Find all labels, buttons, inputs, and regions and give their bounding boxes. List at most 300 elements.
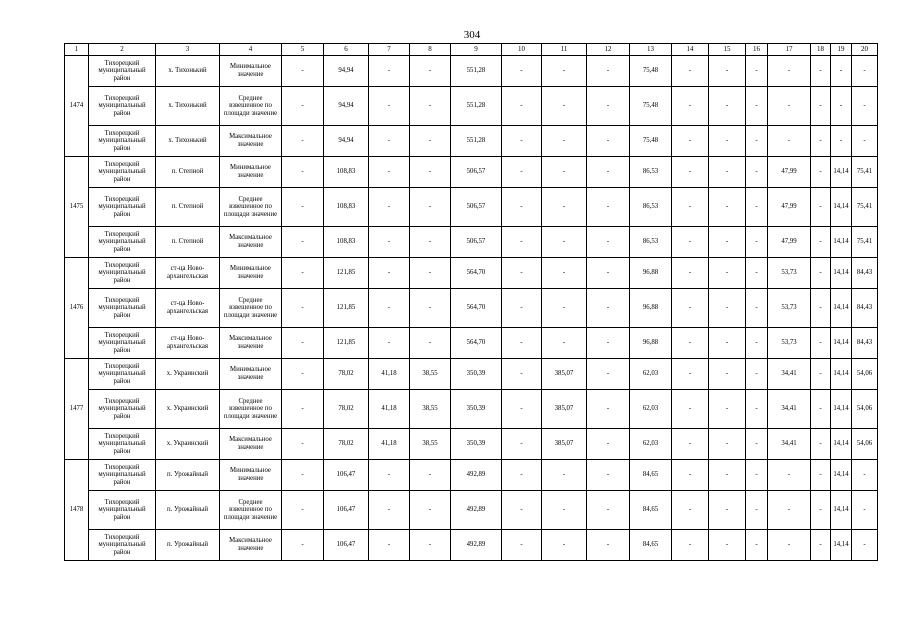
table-cell: - bbox=[746, 227, 768, 258]
table-cell: ст-ца Ново-архангельская bbox=[156, 328, 220, 359]
table-cell: 14,14 bbox=[831, 157, 852, 188]
table-cell: - bbox=[282, 188, 324, 227]
table-cell: 551,28 bbox=[451, 56, 502, 87]
table-cell: - bbox=[587, 530, 630, 561]
table-cell: - bbox=[502, 390, 542, 429]
table-cell: - bbox=[282, 126, 324, 157]
table-cell: 38,55 bbox=[410, 390, 451, 429]
table-cell: - bbox=[542, 87, 587, 126]
table-cell: 47,99 bbox=[768, 157, 811, 188]
table-cell: 84,43 bbox=[852, 289, 878, 328]
table-row bbox=[65, 429, 878, 460]
table-cell: 506,57 bbox=[451, 188, 502, 227]
table-cell: - bbox=[410, 328, 451, 359]
table-cell: Максимальное значение bbox=[220, 429, 282, 460]
table-cell: Тихорецкий муниципальный район bbox=[89, 328, 156, 359]
table-cell: 84,43 bbox=[852, 328, 878, 359]
table-cell: 34,41 bbox=[768, 429, 811, 460]
table-cell: - bbox=[672, 87, 709, 126]
table-cell: - bbox=[709, 390, 746, 429]
table-cell: Тихорецкий муниципальный район bbox=[89, 359, 156, 390]
table-cell: - bbox=[746, 390, 768, 429]
table-cell: - bbox=[282, 289, 324, 328]
table-cell: Тихорецкий муниципальный район bbox=[89, 188, 156, 227]
table-cell: - bbox=[746, 126, 768, 157]
table-cell: Минимальное значение bbox=[220, 359, 282, 390]
table-cell: - bbox=[852, 460, 878, 491]
table-cell: 84,65 bbox=[630, 530, 672, 561]
column-header: 5 bbox=[282, 44, 324, 56]
table-cell: - bbox=[369, 491, 410, 530]
table-cell: Минимальное значение bbox=[220, 56, 282, 87]
table-cell: - bbox=[831, 87, 852, 126]
table-cell: х. Украинский bbox=[156, 390, 220, 429]
table-cell: 75,41 bbox=[852, 188, 878, 227]
table-cell: 75,48 bbox=[630, 126, 672, 157]
table-cell: 551,28 bbox=[451, 126, 502, 157]
table-cell: 564,70 bbox=[451, 289, 502, 328]
table-cell: Тихорецкий муниципальный район bbox=[89, 460, 156, 491]
table-cell: п. Урожайный bbox=[156, 530, 220, 561]
table-cell: 564,70 bbox=[451, 258, 502, 289]
table-cell: - bbox=[811, 289, 831, 328]
table-cell: - bbox=[282, 258, 324, 289]
table-cell: 86,53 bbox=[630, 157, 672, 188]
table-cell: - bbox=[542, 157, 587, 188]
data-table bbox=[64, 43, 878, 561]
table-cell: - bbox=[709, 530, 746, 561]
table-cell: 62,03 bbox=[630, 359, 672, 390]
table-cell: - bbox=[811, 460, 831, 491]
table-cell: - bbox=[502, 258, 542, 289]
table-cell: - bbox=[502, 359, 542, 390]
table-row bbox=[65, 126, 878, 157]
table-cell: - bbox=[672, 429, 709, 460]
table-cell: - bbox=[410, 188, 451, 227]
table-cell: Тихорецкий муниципальный район bbox=[89, 56, 156, 87]
table-cell: Среднее взвешенное по площади значение bbox=[220, 289, 282, 328]
table-cell: - bbox=[410, 87, 451, 126]
table-cell: - bbox=[369, 328, 410, 359]
table-cell: - bbox=[369, 289, 410, 328]
table-cell: 492,89 bbox=[451, 491, 502, 530]
table-cell: - bbox=[746, 429, 768, 460]
table-cell: - bbox=[709, 56, 746, 87]
table-cell: 108,83 bbox=[324, 157, 369, 188]
table-cell: - bbox=[672, 289, 709, 328]
table-cell: - bbox=[746, 157, 768, 188]
column-header: 13 bbox=[630, 44, 672, 56]
table-cell: Среднее взвешенное по площади значение bbox=[220, 491, 282, 530]
table-cell: 78,02 bbox=[324, 429, 369, 460]
table-cell: 54,06 bbox=[852, 429, 878, 460]
table-cell: - bbox=[282, 157, 324, 188]
table-cell: 62,03 bbox=[630, 390, 672, 429]
table-cell: - bbox=[811, 87, 831, 126]
table-cell: - bbox=[811, 157, 831, 188]
table-cell: - bbox=[542, 258, 587, 289]
table-cell: 14,14 bbox=[831, 460, 852, 491]
table-cell: 53,73 bbox=[768, 289, 811, 328]
table-cell: - bbox=[811, 491, 831, 530]
table-cell: - bbox=[542, 126, 587, 157]
table-cell: 75,41 bbox=[852, 227, 878, 258]
table-cell: 78,02 bbox=[324, 359, 369, 390]
table-cell: 14,14 bbox=[831, 491, 852, 530]
table-cell: - bbox=[587, 258, 630, 289]
table-cell: 106,47 bbox=[324, 530, 369, 561]
table-cell: - bbox=[768, 126, 811, 157]
column-header: 20 bbox=[852, 44, 878, 56]
table-cell: - bbox=[746, 87, 768, 126]
table-cell: 106,47 bbox=[324, 491, 369, 530]
table-cell: - bbox=[369, 188, 410, 227]
table-cell: - bbox=[502, 126, 542, 157]
table-cell: - bbox=[502, 188, 542, 227]
table-cell: - bbox=[672, 491, 709, 530]
column-header: 4 bbox=[220, 44, 282, 56]
table-cell: 385,07 bbox=[542, 390, 587, 429]
table-cell: 41,18 bbox=[369, 429, 410, 460]
table-cell: - bbox=[709, 157, 746, 188]
table-cell: - bbox=[587, 56, 630, 87]
table-cell: - bbox=[542, 491, 587, 530]
table-cell: 14,14 bbox=[831, 359, 852, 390]
table-row bbox=[65, 491, 878, 530]
table-cell: - bbox=[746, 188, 768, 227]
table-cell: - bbox=[282, 491, 324, 530]
table-cell: - bbox=[410, 491, 451, 530]
table-cell: 47,99 bbox=[768, 188, 811, 227]
table-cell: 350,39 bbox=[451, 359, 502, 390]
table-cell: Максимальное значение bbox=[220, 126, 282, 157]
table-cell: - bbox=[811, 530, 831, 561]
table-cell: 492,89 bbox=[451, 530, 502, 561]
table-cell: 551,28 bbox=[451, 87, 502, 126]
table-cell: - bbox=[502, 530, 542, 561]
table-cell: Тихорецкий муниципальный район bbox=[89, 530, 156, 561]
table-cell: п. Степной bbox=[156, 188, 220, 227]
table-cell: - bbox=[811, 328, 831, 359]
table-cell: - bbox=[542, 328, 587, 359]
table-cell: - bbox=[672, 390, 709, 429]
table-cell: - bbox=[587, 227, 630, 258]
table-cell: - bbox=[709, 126, 746, 157]
column-header: 14 bbox=[672, 44, 709, 56]
table-cell: - bbox=[542, 227, 587, 258]
table-cell: 54,06 bbox=[852, 390, 878, 429]
table-cell: Тихорецкий муниципальный район bbox=[89, 87, 156, 126]
table-cell: - bbox=[542, 460, 587, 491]
table-body bbox=[65, 56, 878, 561]
table-cell: 38,55 bbox=[410, 359, 451, 390]
table-cell: - bbox=[811, 56, 831, 87]
table-row bbox=[65, 227, 878, 258]
table-cell: - bbox=[672, 56, 709, 87]
table-cell: п. Степной bbox=[156, 157, 220, 188]
table-cell: Максимальное значение bbox=[220, 530, 282, 561]
table-row bbox=[65, 258, 878, 289]
table-cell: - bbox=[587, 328, 630, 359]
table-cell: - bbox=[502, 56, 542, 87]
table-cell: - bbox=[768, 56, 811, 87]
table-cell: 492,89 bbox=[451, 460, 502, 491]
table-cell: - bbox=[282, 429, 324, 460]
table-cell: 121,85 bbox=[324, 328, 369, 359]
table-cell: 86,53 bbox=[630, 188, 672, 227]
table-cell: - bbox=[587, 126, 630, 157]
table-cell: - bbox=[502, 227, 542, 258]
row-id-cell: 1476 bbox=[65, 258, 89, 359]
table-cell: - bbox=[709, 429, 746, 460]
table-cell: 106,47 bbox=[324, 460, 369, 491]
table-cell: - bbox=[282, 87, 324, 126]
table-cell: - bbox=[746, 530, 768, 561]
table-cell: - bbox=[587, 491, 630, 530]
table-cell: п. Степной bbox=[156, 227, 220, 258]
table-cell: - bbox=[746, 328, 768, 359]
table-cell: 41,18 bbox=[369, 359, 410, 390]
column-header: 15 bbox=[709, 44, 746, 56]
table-cell: 121,85 bbox=[324, 258, 369, 289]
table-cell: - bbox=[709, 491, 746, 530]
table-cell: Минимальное значение bbox=[220, 460, 282, 491]
table-cell: х. Тихонький bbox=[156, 56, 220, 87]
table-cell: - bbox=[672, 258, 709, 289]
table-row bbox=[65, 390, 878, 429]
table-cell: - bbox=[502, 87, 542, 126]
table-cell: 78,02 bbox=[324, 390, 369, 429]
table-cell: Минимальное значение bbox=[220, 258, 282, 289]
row-id-cell: 1474 bbox=[65, 56, 89, 157]
table-cell: 75,48 bbox=[630, 56, 672, 87]
table-cell: - bbox=[282, 56, 324, 87]
table-cell: - bbox=[768, 87, 811, 126]
table-cell: - bbox=[502, 491, 542, 530]
table-row bbox=[65, 328, 878, 359]
table-cell: - bbox=[502, 460, 542, 491]
table-cell: - bbox=[502, 157, 542, 188]
table-cell: п. Урожайный bbox=[156, 491, 220, 530]
column-header: 2 bbox=[89, 44, 156, 56]
table-cell: - bbox=[709, 87, 746, 126]
table-cell: - bbox=[587, 157, 630, 188]
table-cell: - bbox=[410, 460, 451, 491]
table-cell: Тихорецкий муниципальный район bbox=[89, 390, 156, 429]
table-cell: - bbox=[852, 530, 878, 561]
table-cell: 96,88 bbox=[630, 258, 672, 289]
table-cell: Тихорецкий муниципальный район bbox=[89, 289, 156, 328]
table-cell: х. Тихонький bbox=[156, 87, 220, 126]
table-cell: - bbox=[587, 87, 630, 126]
table-cell: 34,41 bbox=[768, 359, 811, 390]
table-cell: - bbox=[811, 390, 831, 429]
table-cell: х. Тихонький bbox=[156, 126, 220, 157]
table-cell: 96,88 bbox=[630, 289, 672, 328]
table-cell: - bbox=[672, 359, 709, 390]
table-cell: - bbox=[672, 460, 709, 491]
table-cell: - bbox=[410, 289, 451, 328]
table-cell: - bbox=[811, 227, 831, 258]
table-row bbox=[65, 188, 878, 227]
table-cell: - bbox=[768, 460, 811, 491]
table-cell: 47,99 bbox=[768, 227, 811, 258]
table-cell: - bbox=[587, 289, 630, 328]
table-cell: 385,07 bbox=[542, 359, 587, 390]
row-id-cell: 1475 bbox=[65, 157, 89, 258]
table-cell: Максимальное значение bbox=[220, 328, 282, 359]
page-number: 304 bbox=[463, 29, 481, 41]
table-cell: - bbox=[282, 390, 324, 429]
table-cell: Среднее взвешенное по площади значение bbox=[220, 87, 282, 126]
table-cell: 62,03 bbox=[630, 429, 672, 460]
column-header: 1 bbox=[65, 44, 89, 56]
table-cell: Минимальное значение bbox=[220, 157, 282, 188]
table-cell: - bbox=[709, 188, 746, 227]
table-cell: - bbox=[587, 359, 630, 390]
table-cell: 94,94 bbox=[324, 56, 369, 87]
table-cell: 14,14 bbox=[831, 390, 852, 429]
table-cell: - bbox=[811, 258, 831, 289]
table-cell: 94,94 bbox=[324, 126, 369, 157]
table-cell: Тихорецкий муниципальный район bbox=[89, 126, 156, 157]
table-row bbox=[65, 87, 878, 126]
table-cell: Среднее взвешенное по площади значение bbox=[220, 390, 282, 429]
column-header: 18 bbox=[811, 44, 831, 56]
table-cell: - bbox=[672, 227, 709, 258]
table-cell: - bbox=[369, 126, 410, 157]
table-row bbox=[65, 460, 878, 491]
table-cell: - bbox=[410, 530, 451, 561]
table-cell: - bbox=[369, 460, 410, 491]
table-row bbox=[65, 157, 878, 188]
table-cell: 385,07 bbox=[542, 429, 587, 460]
table-cell: - bbox=[410, 157, 451, 188]
column-header: 6 bbox=[324, 44, 369, 56]
table-cell: 41,18 bbox=[369, 390, 410, 429]
column-header: 11 bbox=[542, 44, 587, 56]
table-cell: п. Урожайный bbox=[156, 460, 220, 491]
table-cell: - bbox=[811, 359, 831, 390]
table-cell: - bbox=[672, 157, 709, 188]
table-cell: - bbox=[369, 56, 410, 87]
table-cell: - bbox=[369, 87, 410, 126]
column-header: 10 bbox=[502, 44, 542, 56]
table-cell: 506,57 bbox=[451, 227, 502, 258]
table-cell: - bbox=[502, 429, 542, 460]
table-cell: - bbox=[709, 460, 746, 491]
table-cell: Тихорецкий муниципальный район bbox=[89, 157, 156, 188]
table-cell: - bbox=[709, 289, 746, 328]
table-cell: - bbox=[282, 227, 324, 258]
table-cell: - bbox=[282, 328, 324, 359]
table-cell: - bbox=[587, 429, 630, 460]
table-cell: 84,65 bbox=[630, 491, 672, 530]
row-id-cell: 1477 bbox=[65, 359, 89, 460]
table-cell: 108,83 bbox=[324, 227, 369, 258]
table-cell: 84,43 bbox=[852, 258, 878, 289]
table-cell: Максимальное значение bbox=[220, 227, 282, 258]
table-cell: 350,39 bbox=[451, 429, 502, 460]
column-number-row bbox=[65, 44, 878, 56]
table-cell: 14,14 bbox=[831, 289, 852, 328]
table-cell: - bbox=[282, 460, 324, 491]
table-cell: 96,88 bbox=[630, 328, 672, 359]
table-cell: - bbox=[709, 359, 746, 390]
table-cell: 53,73 bbox=[768, 328, 811, 359]
table-cell: ст-ца Ново-архангельская bbox=[156, 289, 220, 328]
table-cell: 564,70 bbox=[451, 328, 502, 359]
table-cell: 94,94 bbox=[324, 87, 369, 126]
table-row bbox=[65, 56, 878, 87]
table-cell: - bbox=[746, 56, 768, 87]
table-cell: х. Украинский bbox=[156, 429, 220, 460]
column-header: 19 bbox=[831, 44, 852, 56]
table-cell: - bbox=[709, 227, 746, 258]
table-cell: 14,14 bbox=[831, 188, 852, 227]
table-cell: Тихорецкий муниципальный район bbox=[89, 227, 156, 258]
table-cell: - bbox=[410, 227, 451, 258]
table-row bbox=[65, 530, 878, 561]
column-header: 7 bbox=[369, 44, 410, 56]
table-cell: 121,85 bbox=[324, 289, 369, 328]
table-cell: - bbox=[811, 126, 831, 157]
table-cell: - bbox=[542, 530, 587, 561]
table-cell: 75,48 bbox=[630, 87, 672, 126]
table-cell: - bbox=[410, 126, 451, 157]
table-cell: - bbox=[746, 491, 768, 530]
table-cell: 14,14 bbox=[831, 227, 852, 258]
table-cell: - bbox=[811, 188, 831, 227]
table-cell: - bbox=[587, 460, 630, 491]
table-cell: 506,57 bbox=[451, 157, 502, 188]
table-cell: 14,14 bbox=[831, 258, 852, 289]
table-cell: - bbox=[709, 258, 746, 289]
table-cell: - bbox=[369, 227, 410, 258]
table-cell: - bbox=[369, 530, 410, 561]
table-cell: - bbox=[587, 188, 630, 227]
table-cell: - bbox=[672, 188, 709, 227]
table-cell: - bbox=[852, 126, 878, 157]
table-row bbox=[65, 289, 878, 328]
table-cell: - bbox=[746, 460, 768, 491]
table-cell: х. Украинский bbox=[156, 359, 220, 390]
column-header: 3 bbox=[156, 44, 220, 56]
table-cell: - bbox=[410, 258, 451, 289]
table-cell: - bbox=[811, 429, 831, 460]
table-cell: - bbox=[768, 530, 811, 561]
table-row bbox=[65, 359, 878, 390]
table-cell: Тихорецкий муниципальный район bbox=[89, 258, 156, 289]
table-cell: Тихорецкий муниципальный район bbox=[89, 429, 156, 460]
table-cell: 14,14 bbox=[831, 429, 852, 460]
table-cell: 108,83 bbox=[324, 188, 369, 227]
table-cell: - bbox=[369, 157, 410, 188]
table-cell: - bbox=[831, 126, 852, 157]
table-cell: - bbox=[709, 328, 746, 359]
table-cell: - bbox=[542, 289, 587, 328]
table-cell: Тихорецкий муниципальный район bbox=[89, 491, 156, 530]
table-cell: 75,41 bbox=[852, 157, 878, 188]
column-header: 16 bbox=[746, 44, 768, 56]
table-cell: - bbox=[542, 188, 587, 227]
table-cell: 54,06 bbox=[852, 359, 878, 390]
table-cell: - bbox=[282, 530, 324, 561]
table-cell: - bbox=[410, 56, 451, 87]
table-cell: - bbox=[502, 328, 542, 359]
table-cell: 38,55 bbox=[410, 429, 451, 460]
table-cell: - bbox=[542, 56, 587, 87]
